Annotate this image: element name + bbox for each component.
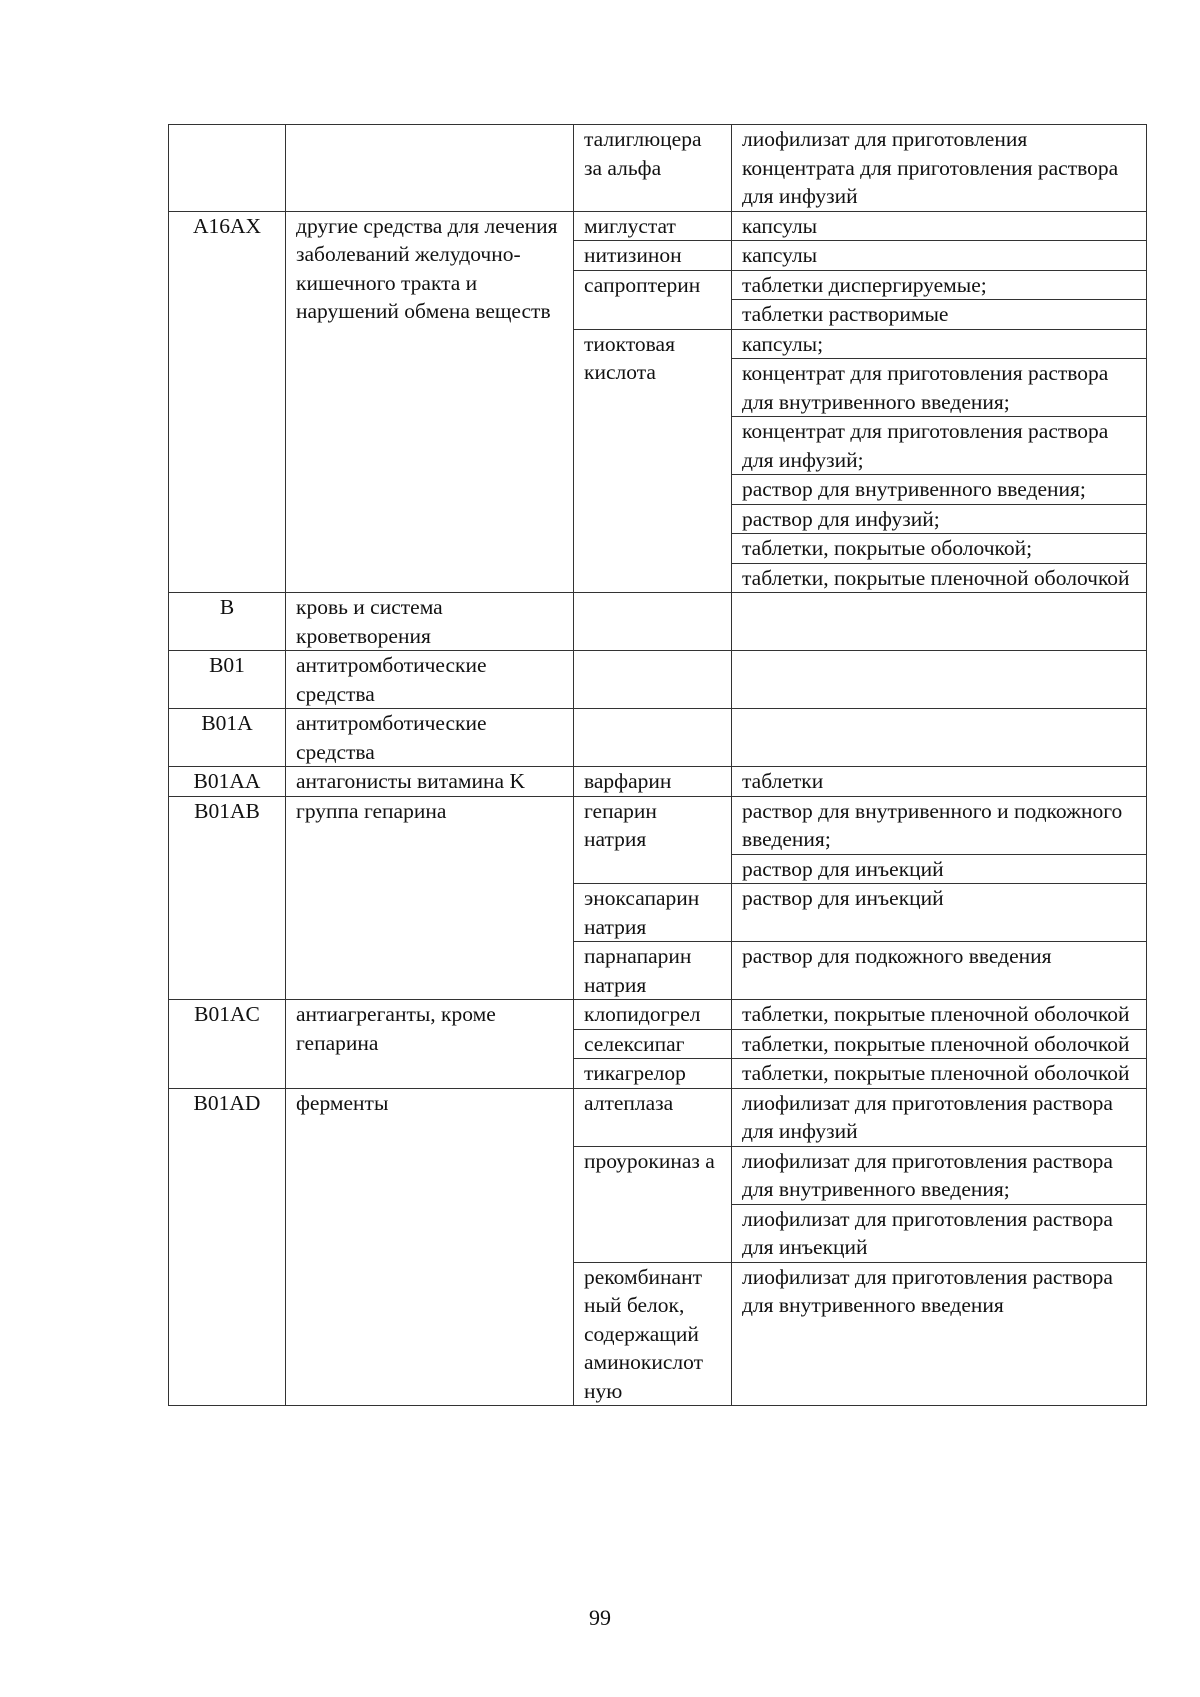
drug-name-cell: тиоктовая кислота (574, 329, 732, 593)
drug-name-cell (574, 709, 732, 767)
drug-name-cell: эноксапарин натрия (574, 884, 732, 942)
dosage-form-cell (732, 709, 1147, 767)
drug-name-cell (574, 651, 732, 709)
drug-name-cell: алтеплаза (574, 1088, 732, 1146)
dosage-form-cell: таблетки, покрытые пленочной оболочкой (732, 1059, 1147, 1089)
table-row (169, 211, 1147, 241)
dosage-form-cell: таблетки, покрытые оболочкой; (732, 534, 1147, 564)
drug-name-cell: тикагрелор (574, 1059, 732, 1089)
dosage-form-cell: таблетки, покрытые пленочной оболочкой (732, 1029, 1147, 1059)
atc-code-cell: B (169, 593, 286, 651)
drug-name-cell: клопидогрел (574, 1000, 732, 1030)
table-row (169, 1088, 1147, 1146)
dosage-form-cell: таблетки, покрытые пленочной оболочкой (732, 1000, 1147, 1030)
table-row (169, 593, 1147, 651)
drug-name-cell: парнапарин натрия (574, 942, 732, 1000)
dosage-form-cell: раствор для подкожного введения (732, 942, 1147, 1000)
table-row (169, 651, 1147, 709)
dosage-form-cell: лиофилизат для приготовления раствора для инфузий (732, 1088, 1147, 1146)
dosage-form-cell: капсулы (732, 241, 1147, 271)
atc-code-cell: B01AB (169, 796, 286, 1000)
group-name-cell: антагонисты витамина K (286, 767, 574, 797)
table-row (169, 125, 1147, 212)
drug-name-cell: миглустат (574, 211, 732, 241)
dosage-form-cell: лиофилизат для приготовления концентрата для приготовления раствора для инфузий (732, 125, 1147, 212)
dosage-form-cell: лиофилизат для приготовления раствора для внутривенного введения (732, 1262, 1147, 1406)
group-name-cell: кровь и система кроветворения (286, 593, 574, 651)
table-row (169, 767, 1147, 797)
group-name-cell: ферменты (286, 1088, 574, 1406)
dosage-form-cell: таблетки, покрытые пленочной оболочкой (732, 563, 1147, 593)
atc-code-cell: B01AC (169, 1000, 286, 1089)
dosage-form-cell (732, 593, 1147, 651)
dosage-form-cell: концентрат для приготовления раствора для внутривенного введения; (732, 359, 1147, 417)
atc-code-cell: B01A (169, 709, 286, 767)
dosage-form-cell: капсулы (732, 211, 1147, 241)
dosage-form-cell: раствор для инфузий; (732, 504, 1147, 534)
dosage-form-cell: раствор для инъекций (732, 884, 1147, 942)
table-row (169, 709, 1147, 767)
group-name-cell (286, 125, 574, 212)
dosage-form-cell: таблетки растворимые (732, 300, 1147, 330)
group-name-cell: группа гепарина (286, 796, 574, 1000)
drug-name-cell: гепарин натрия (574, 796, 732, 884)
drug-name-cell: талиглюцера за альфа (574, 125, 732, 212)
drug-name-cell: селексипаг (574, 1029, 732, 1059)
atc-code-cell: B01AD (169, 1088, 286, 1406)
atc-code-cell (169, 125, 286, 212)
atc-code-cell: A16AX (169, 211, 286, 593)
dosage-form-cell (732, 651, 1147, 709)
drug-name-cell: сапроптерин (574, 270, 732, 329)
group-name-cell: антитромботические средства (286, 709, 574, 767)
page-number: 99 (589, 1605, 611, 1630)
atc-code-cell: B01AA (169, 767, 286, 797)
table-row (169, 1000, 1147, 1030)
drug-name-cell: проурокиназ а (574, 1146, 732, 1262)
dosage-form-cell: лиофилизат для приготовления раствора для внутривенного введения; (732, 1146, 1147, 1204)
dosage-form-cell: лиофилизат для приготовления раствора для инъекций (732, 1204, 1147, 1262)
group-name-cell: антитромботические средства (286, 651, 574, 709)
group-name-cell: антиагреганты, кроме гепарина (286, 1000, 574, 1089)
dosage-form-cell: раствор для инъекций (732, 854, 1147, 884)
dosage-form-cell: раствор для внутривенного и подкожного введения; (732, 796, 1147, 854)
dosage-form-cell: раствор для внутривенного введения; (732, 475, 1147, 505)
dosage-form-cell: капсулы; (732, 329, 1147, 359)
dosage-form-cell: таблетки диспергируемые; (732, 270, 1147, 300)
drug-name-cell: варфарин (574, 767, 732, 797)
dosage-form-cell: концентрат для приготовления раствора для инфузий; (732, 417, 1147, 475)
atc-code-cell: B01 (169, 651, 286, 709)
table-row (169, 796, 1147, 854)
drug-table (168, 124, 1147, 1406)
drug-name-cell (574, 593, 732, 651)
dosage-form-cell: таблетки (732, 767, 1147, 797)
drug-name-cell: нитизинон (574, 241, 732, 271)
group-name-cell: другие средства для лечения заболеваний желудочно-кишечного тракта и нарушений обмена веществ (286, 211, 574, 593)
drug-name-cell: рекомбинант ный белок, содержащий аминокислот ную (574, 1262, 732, 1406)
